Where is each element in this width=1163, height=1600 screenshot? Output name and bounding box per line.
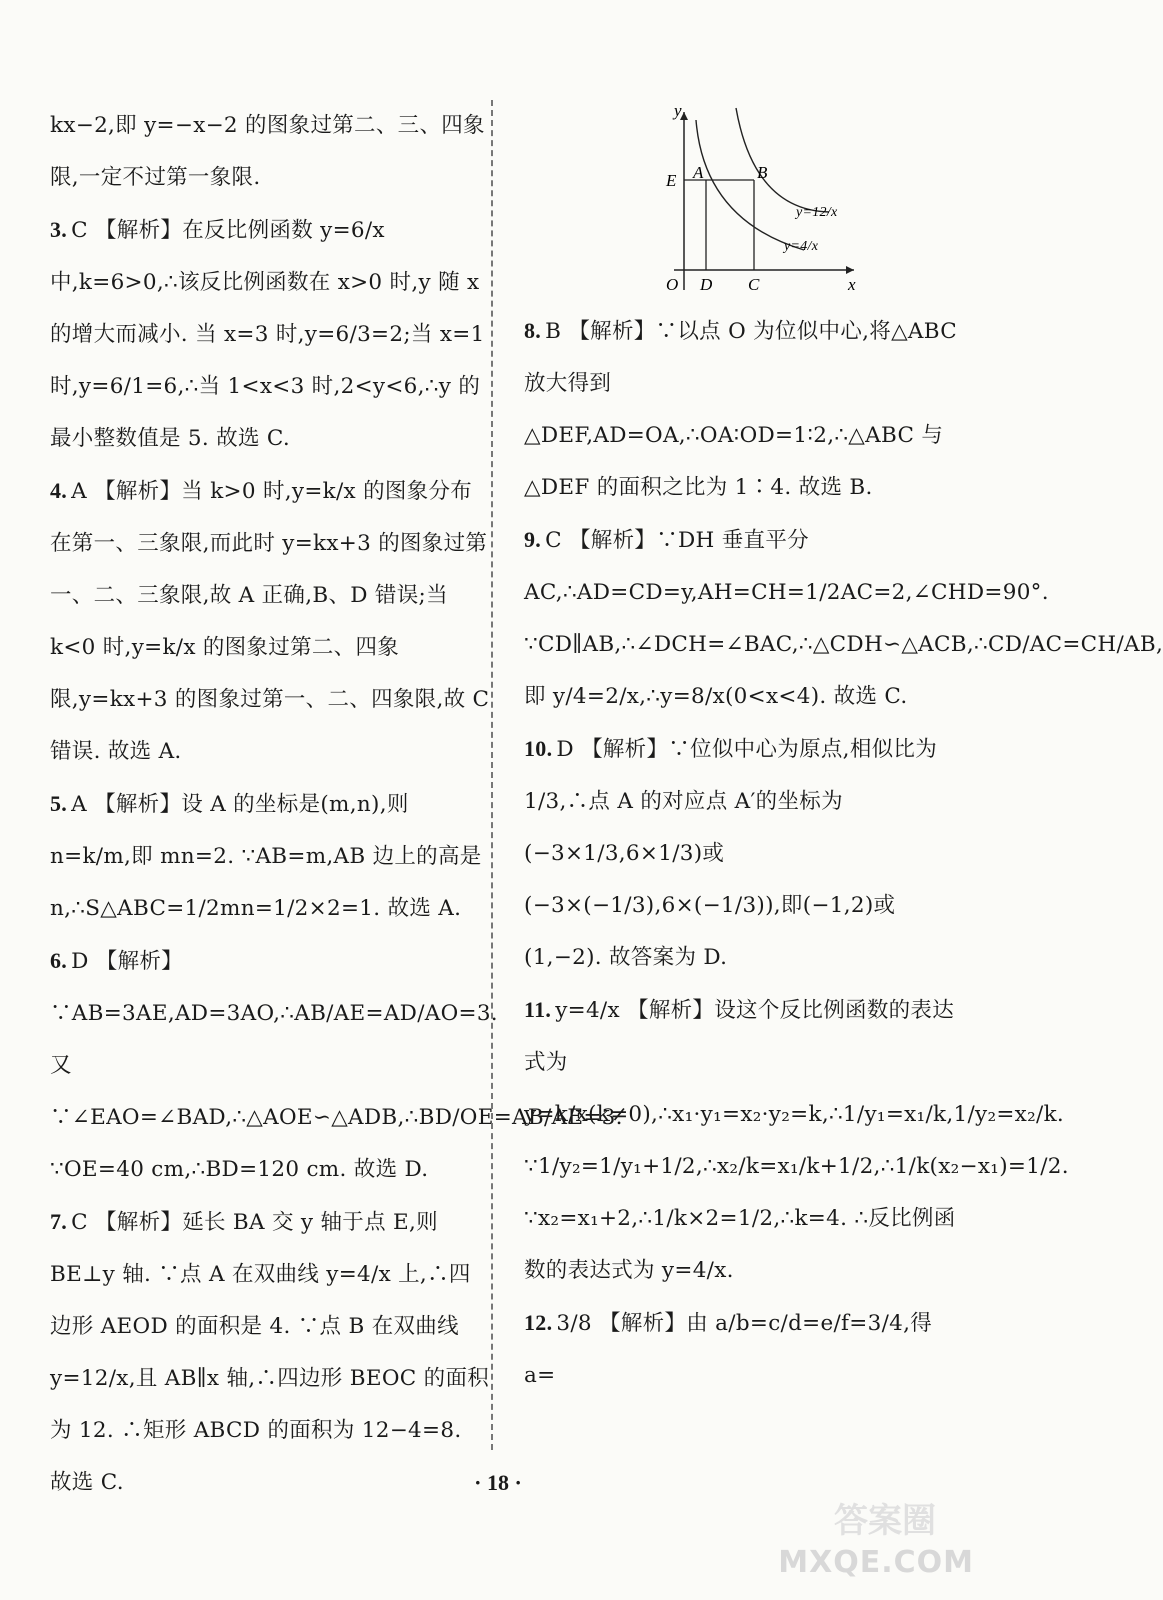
page-number: · 18 · — [474, 1470, 522, 1495]
entry-9: 9. C 【解析】∵DH 垂直平分 AC,∴AD=CD=y,AH=CH=1/2AC=2,∠CHD=90°. ∵CD∥AB,∴∠DCH=∠BAC,∴△CDH∽△ACB,∴CD/AC=CH/AB,即 y/4=2/x,∴y=8/x(0<x<4). 故选 C. — [524, 527, 1163, 709]
entry-4: 4. A 【解析】当 k>0 时,y=k/x 的图象分布在第一、三象限,而此时 y=kx+3 的图象过第一、二、三象限,故 A 正确,B、D 错误;当 k<0 时,y=k/x 的图象过第二、四象限,y=kx+3 的图象过第一、二、四象限,故 C 错误. 故选 A. — [50, 478, 490, 764]
entry-10: 10. D 【解析】∵位似中心为原点,相似比为 1/3,∴点 A 的对应点 A′的坐标为(−3×1/3,6×1/3)或(−3×(−1/3),6×(−1/3)),即(−1,2)或(1,−2). 故答案为 D. — [524, 736, 938, 970]
label-B: B — [757, 163, 768, 182]
entry-6: 6. D 【解析】∵AB=3AE,AD=3AO,∴AB/AE=AD/AO=3. 又∵∠EAO=∠BAD,∴△AOE∽△ADB,∴BD/OE=AB/AE=3. ∵OE=40 cm,∴BD=120 cm. 故选 D. — [50, 948, 623, 1182]
label-curve-12: y=12/x — [796, 205, 838, 220]
watermark-logo: 答案圈 — [834, 1501, 936, 1541]
label-A: A — [693, 163, 704, 182]
label-D: D — [700, 275, 713, 294]
entry-3: 3. C 【解析】在反比例函数 y=6/x 中,k=6>0,∴该反比例函数在 x>0 时,y 随 x 的增大而减小. 当 x=3 时,y=6/3=2;当 x=1 时,y=6/1=6,∴当 1<x<3 时,2<y<6,∴y 的最小整数值是 5. 故选 C. — [50, 217, 485, 451]
label-E: E — [666, 171, 677, 190]
curve-4-over-x — [696, 120, 804, 250]
label-x-axis: x — [848, 275, 856, 294]
entry-8: 8. B 【解析】∵以点 O 为位似中心,将△ABC 放大得到△DEF,AD=OA,∴OA∶OD=1∶2,∴△ABC 与△DEF 的面积之比为 1∶4. 故选 B. — [524, 318, 957, 500]
x-axis-arrow — [846, 266, 854, 274]
entry-11: 11. y=4/x 【解析】设这个反比例函数的表达式为 y=k/x(k≠0),∴x₁·y₁=x₂·y₂=k,∴1/y₁=x₁/k,1/y₂=x₂/k. ∵1/y₂=1/y₁+1/2,∴x₂/k=x₁/k+1/2,∴1/k(x₂−x₁)=1/2. ∵x₂=x₁+2,∴1/k×2=1/2,∴k=4. ∴反比例函数的表达式为 y=4/x. — [524, 997, 1069, 1283]
hyperbola-figure — [524, 100, 970, 305]
label-curve-4: y=4/x — [784, 239, 819, 254]
watermark-text: MXQE.COM — [778, 1545, 974, 1580]
entry-2-continued: kx−2,即 y=−x−2 的图象过第二、三、四象限,一定不过第一象限. — [50, 113, 485, 190]
hyperbola-diagram — [644, 100, 864, 300]
curve-12-over-x — [736, 108, 829, 212]
label-C: C — [748, 275, 760, 294]
right-column — [524, 100, 1163, 1402]
label-O: O — [666, 275, 679, 294]
entry-7: 7. C 【解析】延长 BA 交 y 轴于点 E,则 BE⊥y 轴. ∵点 A 在双曲线 y=4/x 上,∴四边形 AEOD 的面积是 4. ∵点 B 在双曲线 y=12/x,且 AB∥x 轴,∴四边形 BEOC 的面积为 12. ∴矩形 ABCD 的面积为 12−4=8. 故选 C. — [50, 1209, 490, 1495]
label-y-axis: y — [674, 101, 682, 120]
entry-5: 5. A 【解析】设 A 的坐标是(m,n),则 n=k/m,即 mn=2. ∵AB=m,AB 边上的高是 n,∴S△ABC=1/2mn=1/2×2=1. 故选 A. — [50, 791, 482, 921]
column-divider — [491, 100, 493, 1450]
entry-12: 12. 3/8 【解析】由 a/b=c/d=e/f=3/4,得 a= — [524, 1310, 933, 1388]
